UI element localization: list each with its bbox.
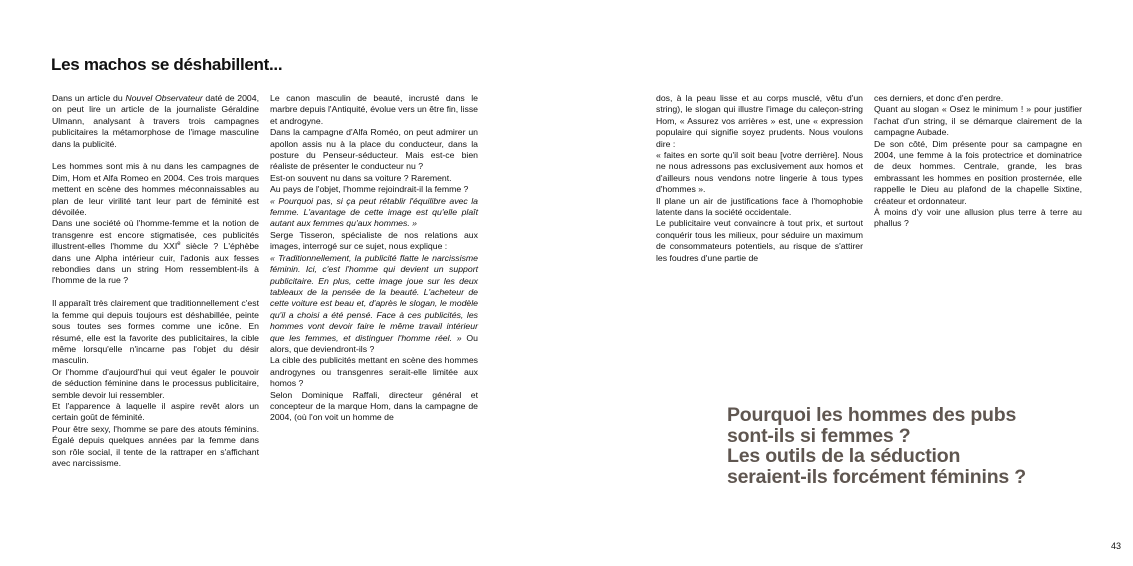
pull-quote-line: seraient-ils forcément féminins ? xyxy=(727,465,1026,488)
paragraph: Il apparaît très clairement que traditionnellement c'est la femme qui depuis toujours est déshabillée, peinte sous toutes ses formes comme une icône. En résumé, elle est la favorite des publicitaires, la cible même lorsqu'elle n'incarne pas l'objet du désir masculin. xyxy=(52,298,259,366)
paragraph: Pour être sexy, l'homme se pare des atouts féminins. Égalé depuis quelques années par la femme dans son rôle social, il tente de la rattraper en s'affichant avec narcissisme. xyxy=(52,423,259,468)
paragraph: Quant au slogan « Osez le minimum ! » pour justifier l'achat d'un string, il se démarque clairement de la campagne Aubade. xyxy=(874,104,1082,138)
paragraph: La cible des publicités mettant en scène des hommes androgynes ou transgenres serait-elle limitée aux homos ? xyxy=(270,355,478,389)
text-column-3 xyxy=(656,93,863,264)
paragraph: De son côté, Dim présente pour sa campagne en 2004, une femme à la fois protectrice et dominatrice de deux hommes. Centrale, grande, les bras embrassant les hommes en position prosternée, elle rappelle le Dieu au plafond de la chapelle Sixtine, créateur et ordonnateur. xyxy=(874,138,1082,206)
article-title: Les machos se déshabillent... xyxy=(51,55,283,74)
paragraph: Le publicitaire veut convaincre à tout prix, et surtout conquérir tous les milieux, pour séduire un maximum de consommateurs potentiels, au risque de s'attirer les foudres d'une partie de xyxy=(656,218,863,263)
pull-quote-line: Pourquoi les hommes des pubs xyxy=(727,404,1017,426)
paragraph: « faites en sorte qu'il soit beau [votre derrière]. Nous ne nous adressons pas exclusivement aux homos et d'ailleurs nous vendons notre lingerie à tous types d'hommes ». xyxy=(656,150,863,195)
paragraph: Et l'apparence à laquelle il aspire revêt alors un certain goût de féminité. xyxy=(52,400,259,423)
paragraph: Est-on souvent nu dans sa voiture ? Rarement. xyxy=(270,172,452,183)
paragraph: Selon Dominique Raffali, directeur général et concepteur de la marque Hom, dans la campagne de 2004, (où l'on voit un homme de xyxy=(270,389,478,423)
paragraph: Dans un article du Nouvel Observateur daté de 2004, on peut lire un article de la journaliste Géraldine Ulmann, analysant à travers trois campagnes publicitaires la métamorphose de l'image masculine dans la publicité. xyxy=(52,93,259,149)
paragraph: Serge Tisseron, spécialiste de nos relations aux images, interrogé sur ce sujet, nous explique : xyxy=(270,229,478,252)
paragraph: Le canon masculin de beauté, incrusté dans le marbre depuis l'Antiquité, évolue vers un être fin, lisse et androgyne. xyxy=(270,93,478,126)
paragraph: dos, à la peau lisse et au corps musclé, vêtu d'un string), le slogan qui illustre l'image du caleçon-string Hom, « Assurez vos arrières » est, une « expression populaire qui signifie soyez prudents. Nous voulons dire : xyxy=(656,93,863,149)
pull-quote-line: Les outils de la séduction xyxy=(727,445,961,468)
paragraph: Les hommes sont mis à nu dans les campagnes de Dim, Hom et Alfa Romeo en 2004. Ces trois marques mettent en scène des hommes méconnaissables au plan de leur virilité tant leur part de féminité est dévoilée. xyxy=(52,161,259,218)
paragraph: ces derniers, et donc d'en perdre. xyxy=(874,93,1004,103)
text-column-2 xyxy=(270,93,478,424)
quote: « Traditionnellement, la publicité flatte le narcissisme féminin. Ici, c'est l'homme qui devient un support publicitaire. En plus, cette image joue sur les deux tableaux de la pensée de la beauté. L'acheteur de cette voiture est beau et, d'après le slogan, le modèle qu'il a choisi a été pensé. Face à ces publicités, les hommes vont devoir faire le même travail intérieur que les femmes, et distinguer l'homme réel. » Ou alors, que deviendront-ils ? xyxy=(270,252,478,354)
quote: « Pourquoi pas, si ça peut rétablir l'équilibre avec la femme. L'avantage de cette image est qu'elle plaît autant aux femmes qu'aux hommes. » xyxy=(270,195,478,229)
pull-quote xyxy=(727,405,1107,487)
text-column-1 xyxy=(52,93,259,469)
paragraph: Au pays de l'objet, l'homme rejoindrait-il la femme ? xyxy=(270,184,469,195)
paragraph: Dans la campagne d'Alfa Roméo, on peut admirer un apollon assis nu à la place du conducteur, dans la posture du Penseur-séducteur. Mais est-ce bien réaliste de présenter le conducteur nu ? xyxy=(270,127,478,172)
paragraph: Or l'homme d'aujourd'hui qui veut égaler le pouvoir de séduction féminine dans le processus publicitaire, semble devoir lui ressembler. xyxy=(52,366,259,400)
paragraph: Il plane un air de justifications face à l'homophobie latente dans la société occidentale. xyxy=(656,195,863,218)
paragraph: À moins d'y voir une allusion plus terre à terre au phallus ? xyxy=(874,207,1082,229)
paragraph: Dans une société où l'homme-femme et la notion de transgenre est encore stigmatisée, ces publicités illustrent-elles l'homme du XXIe siècle ? L'éphèbe dans une Alpha intérieur cuir, l'adonis aux fesses rebondies dans un string Hom ressemblent-ils à l'homme de la rue ? xyxy=(52,218,259,286)
page-number: 43 xyxy=(1111,541,1122,551)
pull-quote-line: sont-ils si femmes ? xyxy=(727,424,911,447)
text-column-4 xyxy=(874,93,1082,230)
